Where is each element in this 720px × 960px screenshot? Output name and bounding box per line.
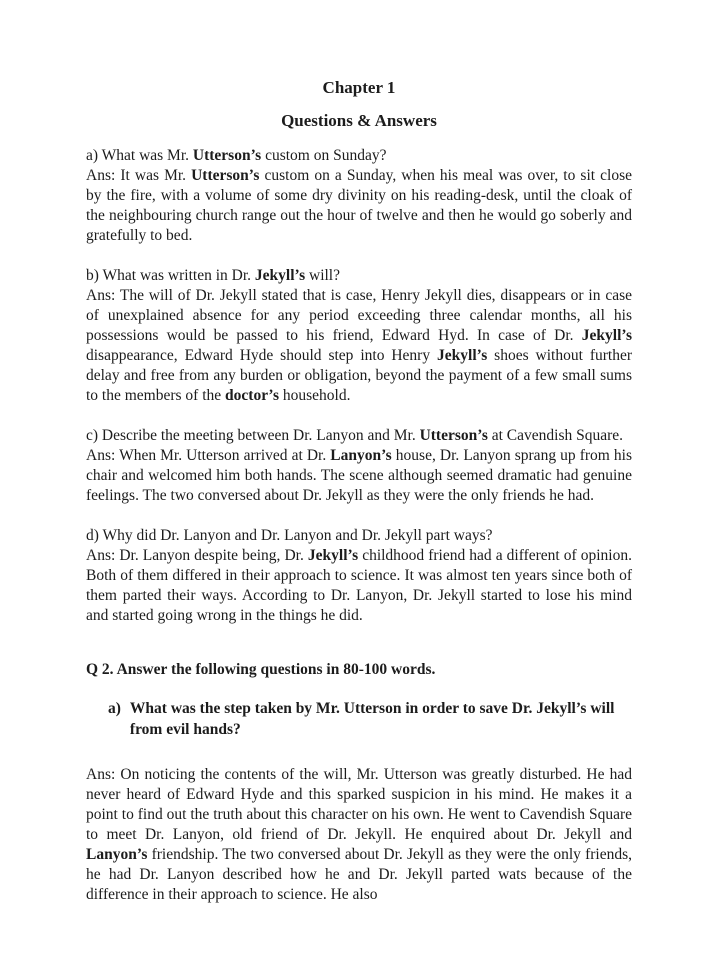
question-d: d) Why did Dr. Lanyon and Dr. Lanyon and Dr. Jekyll part ways? [86,527,493,544]
answer-2a: Ans: On noticing the contents of the will, Mr. Utterson was greatly disturbed. He had never heard of Edward Hyde and this sparked suspicion in his mind. He makes it a point to find out the truth about this character on his own. He went to Cavendish Square to meet Dr. Lanyon, old friend of Dr. Jekyll. He enquired about Dr. Jekyll and Lanyon’s friendship. The two conversed about Dr. Jekyll as they were the only friends, he had Dr. Lanyon described how he and Dr. Jekyll parted wats because of the difference in their approach to science. He also [86,766,632,903]
answer-d: Ans: Dr. Lanyon despite being, Dr. Jekyll’s childhood friend had a different of opinion. Both of them differed in their approach to science. It was almost ten years since both of them parted their ways. According to Dr. Lanyon, Dr. Jekyll started to lose his mind and started going wrong in the things he did. [86,547,632,624]
qa-block-c [86,426,632,506]
qa-block-b [86,266,632,406]
answer-b: Ans: The will of Dr. Jekyll stated that is case, Henry Jekyll dies, disappears or in case of unexplained absence for any period exceeding three calendar months, all his possessions would be passed to his friend, Edward Hyd. In case of Dr. Jekyll’s disappearance, Edward Hyde should step into Henry Jekyll’s shoes without further delay and free from any burden or obligation, beyond the payment of a few small sums to the members of the doctor’s household. [86,287,632,404]
question-c: c) Describe the meeting between Dr. Lanyon and Mr. Utterson’s at Cavendish Square. [86,427,624,444]
qa-block-d [86,526,632,626]
qa-block-a [86,146,632,246]
question-2a-text: What was the step taken by Mr. Utterson in order to save Dr. Jekyll’s will from evil hands? [129,700,615,738]
answer-c: Ans: When Mr. Utterson arrived at Dr. Lanyon’s house, Dr. Lanyon sprang up from his chair and welcomed him both hands. The scene although seemed dramatic had genuine feelings. The two conversed about Dr. Jekyll as they were the only friends he had. [86,447,632,504]
answer-a: Ans: It was Mr. Utterson’s custom on a Sunday, when his meal was over, to sit close by the fire, with a volume of some dry divinity on his reading-desk, until the cloak of the neighbouring church range out the hour of twelve and then he would go soberly and gratefully to bed. [86,167,632,244]
question-b: b) What was written in Dr. Jekyll’s will? [86,267,340,284]
question-a: a) What was Mr. Utterson’s custom on Sunday? [86,147,387,164]
question-2a-label: a) [108,700,121,717]
section-subtitle: Questions & Answers [281,111,437,130]
question-2a [108,698,632,740]
question-2-heading: Q 2. Answer the following questions in 80-100 words. [86,661,436,678]
chapter-title: Chapter 1 [322,78,396,97]
